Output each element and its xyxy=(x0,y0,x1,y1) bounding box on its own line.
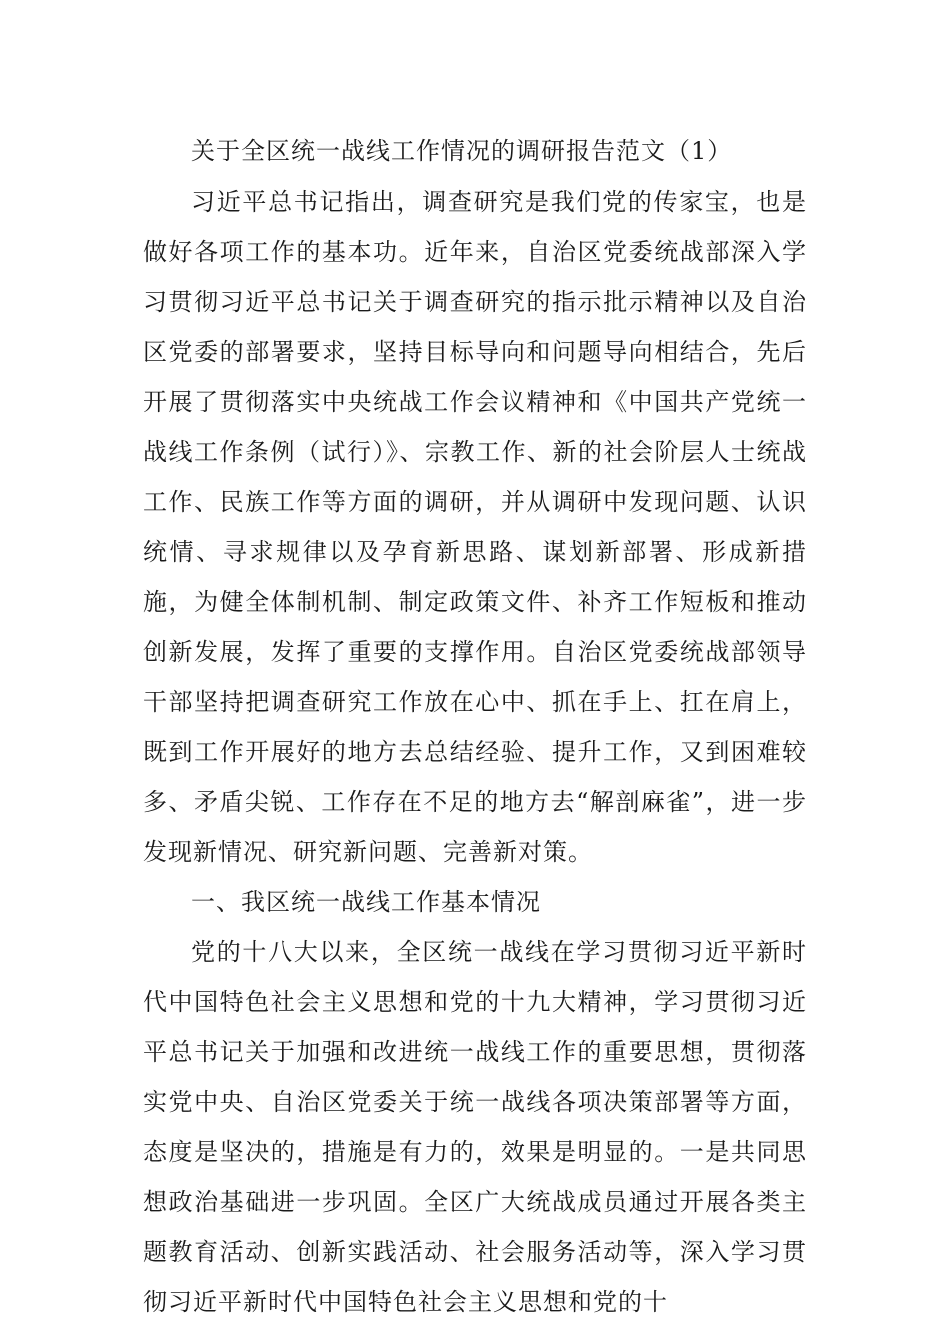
section-paragraph: 党的十八大以来，全区统一战线在学习贯彻习近平新时代中国特色社会主义思想和党的十九大精神，学习贯彻习近平总书记关于加强和改进统一战线工作的重要思想，贯彻落实党中央、自治区党委关于统一战线各项决策部署等方面，态度是坚决的，措施是有力的，效果是明显的。一是共同思想政治基础进一步巩固。全区广大统战成员通过开展各类主题教育活动、创新实践活动、社会服务活动等，深入学习贯彻习近平新时代中国特色社会主义思想和党的十 xyxy=(143,938,807,1316)
document-title: 关于全区统一战线工作情况的调研报告范文（1） xyxy=(191,137,733,165)
section-heading: 一、我区统一战线工作基本情况 xyxy=(191,888,541,916)
intro-paragraph: 习近平总书记指出，调查研究是我们党的传家宝，也是做好各项工作的基本功。近年来，自治区党委统战部深入学习贯彻习近平总书记关于调查研究的指示批示精神以及自治区党委的部署要求，坚持目标导向和问题导向相结合，先后开展了贯彻落实中央统战工作会议精神和《中国共产党统一战线工作条例（试行）》、宗教工作、新的社会阶层人士统战工作、民族工作等方面的调研，并从调研中发现问题、认识统情、寻求规律以及孕育新思路、谋划新部署、形成新措施，为健全体制机制、制定政策文件、补齐工作短板和推动创新发展，发挥了重要的支撑作用。自治区党委统战部领导干部坚持把调查研究工作放在心中、抓在手上、扛在肩上，既到工作开展好的地方去总结经验、提升工作，又到困难较多、矛盾尖锐、工作存在不足的地方去“解剖麻雀”，进一步发现新情况、研究新问题、完善新对策。 xyxy=(143,188,807,866)
